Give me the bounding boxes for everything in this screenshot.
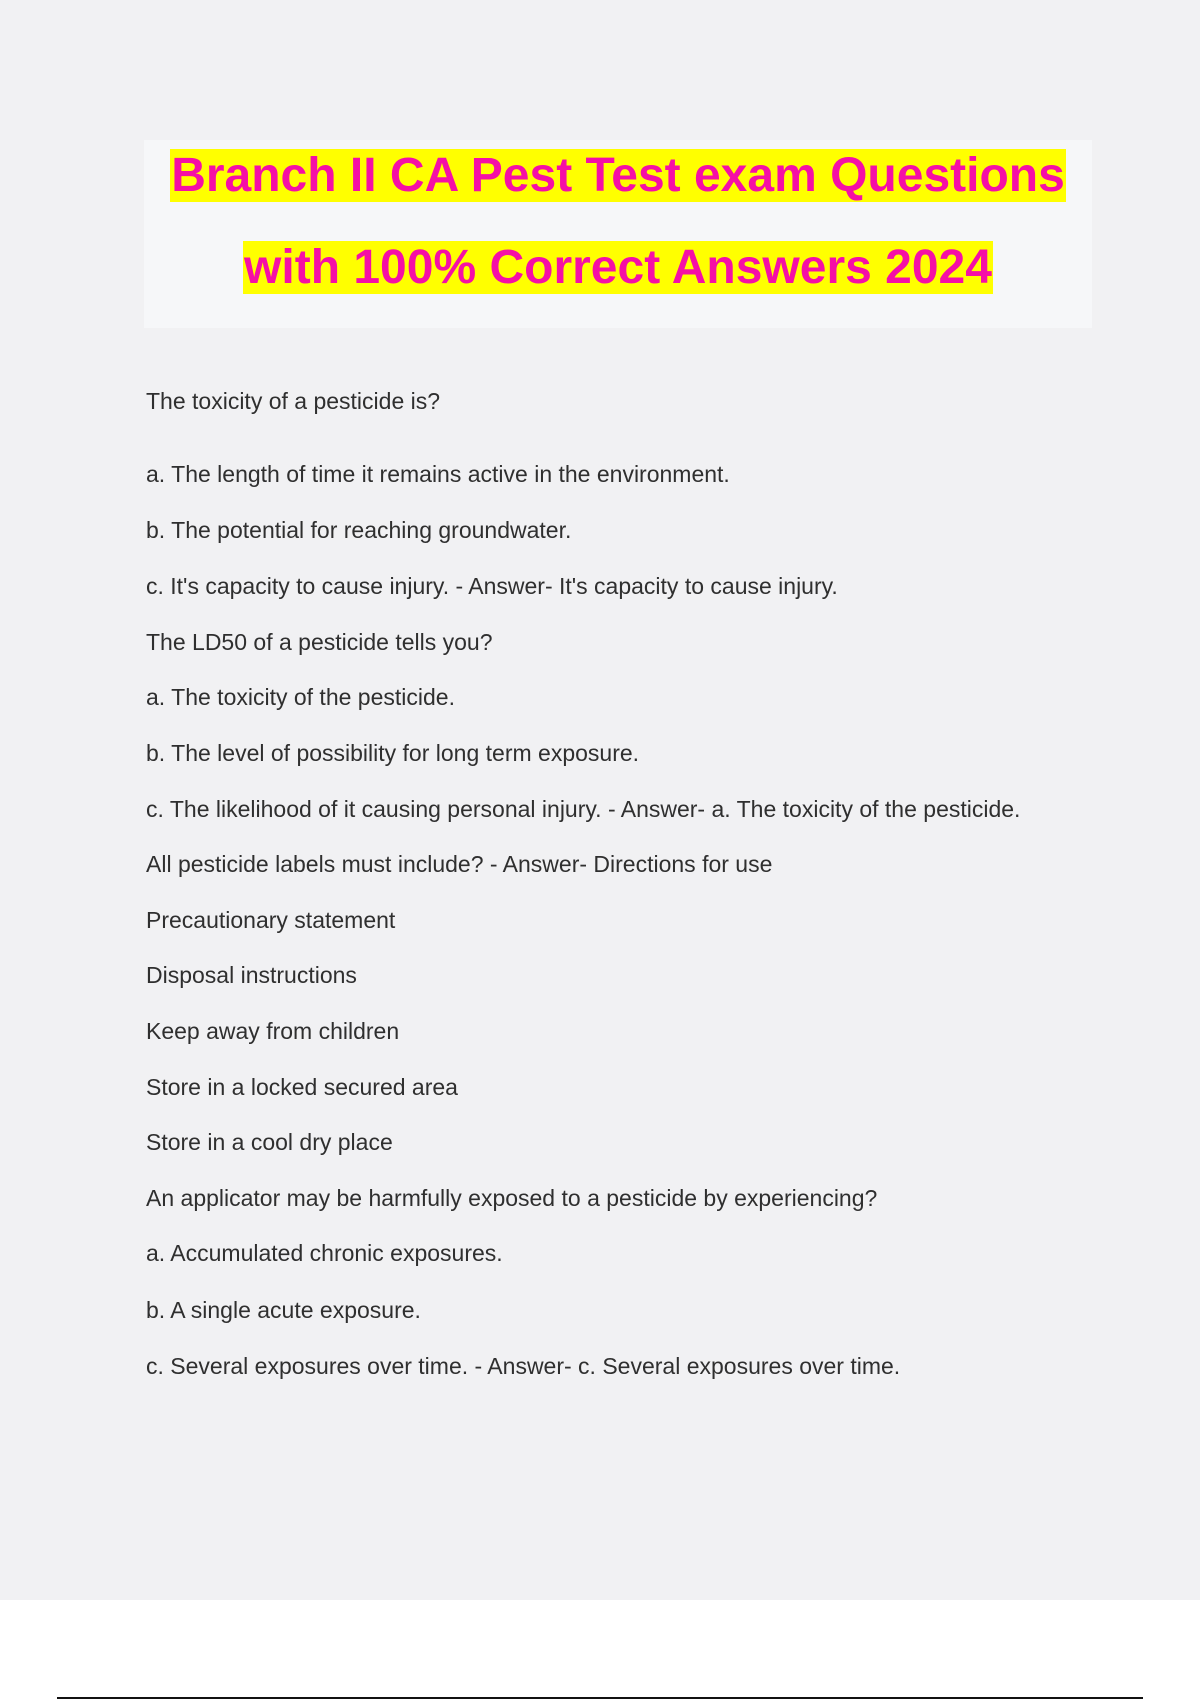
option-answer-line: c. It's capacity to cause injury. - Answer- It's capacity to cause injury. [146,573,838,599]
question-line: The toxicity of a pesticide is? [146,388,441,414]
page-footer-area [0,1600,1200,1700]
option-line: a. The length of time it remains active in the environment. [146,461,730,487]
option-answer-line: c. The likelihood of it causing personal injury. - Answer- a. The toxicity of the pesticide. [146,796,1021,822]
footer-divider [57,1697,1143,1699]
answer-item-line: Store in a cool dry place [146,1129,393,1155]
answer-item-line: Keep away from children [146,1018,400,1044]
option-line: a. The toxicity of the pesticide. [146,684,455,710]
option-line: a. Accumulated chronic exposures. [146,1240,503,1266]
option-line: b. The potential for reaching groundwater. [146,517,572,543]
title-line-1-text: Branch II CA Pest Test exam Questions [171,149,1065,202]
answer-item-line: Store in a locked secured area [146,1074,458,1100]
answer-item-line: Disposal instructions [146,962,357,988]
option-line: b. The level of possibility for long term exposure. [146,740,640,766]
answer-item-line: Precautionary statement [146,907,396,933]
question-line: The LD50 of a pesticide tells you? [146,629,493,655]
option-line: b. A single acute exposure. [146,1297,421,1323]
option-answer-line: c. Several exposures over time. - Answer- c. Several exposures over time. [146,1353,901,1379]
title-block [144,140,1092,328]
title-line-2 [144,238,1092,298]
question-line: An applicator may be harmfully exposed to a pesticide by experiencing? [146,1185,878,1211]
question-answer-line: All pesticide labels must include? - Answer- Directions for use [146,851,773,877]
title-line-1 [144,146,1092,206]
title-line-2-text: with 100% Correct Answers 2024 [244,241,992,294]
